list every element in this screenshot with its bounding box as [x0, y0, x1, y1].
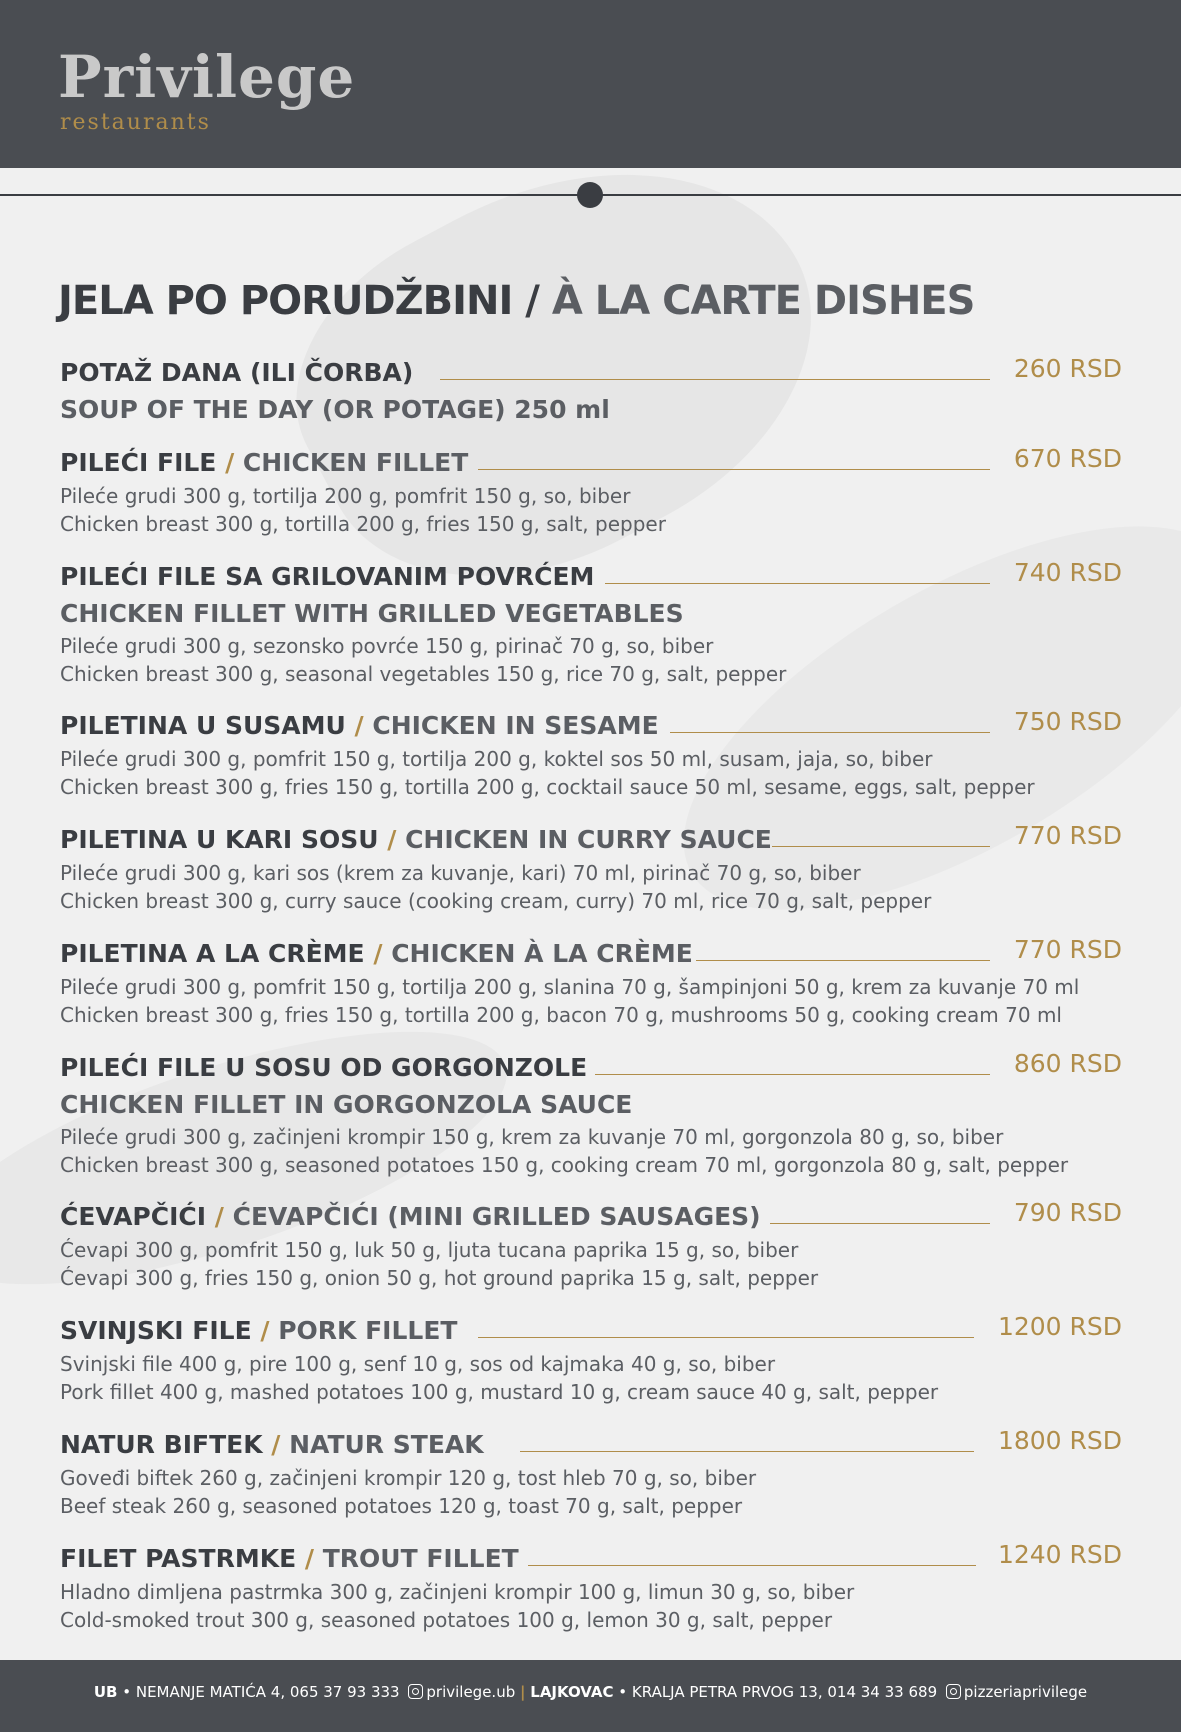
- menu-item: [60, 1200, 1122, 1292]
- item-desc-english: Pork fillet 400 g, mashed potatoes 100 g, mustard 10 g, cream sauce 40 g, salt, pepper: [60, 1380, 939, 1404]
- item-desc-local: Svinjski file 400 g, pire 100 g, senf 10 g, sos od kajmaka 40 g, so, biber: [60, 1352, 776, 1376]
- menu-item: [60, 937, 1122, 1029]
- item-price: 750 RSD: [1013, 707, 1122, 736]
- menu-item: [60, 446, 1122, 538]
- item-price: 1200 RSD: [997, 1312, 1122, 1341]
- item-desc-local: Pileće grudi 300 g, sezonsko povrće 150 g, pirinač 70 g, so, biber: [60, 634, 714, 658]
- item-desc-local: Pileće grudi 300 g, začinjeni krompir 150 g, krem za kuvanje 70 ml, gorgonzola 80 g, so, biber: [60, 1125, 1004, 1149]
- footer-separator: |: [520, 1683, 526, 1701]
- item-desc-english: Chicken breast 300 g, fries 150 g, tortilla 200 g, cocktail sauce 50 ml, sesame, eggs, salt, pepper: [60, 775, 1035, 799]
- menu-item: [60, 560, 1122, 688]
- item-price: 1800 RSD: [997, 1426, 1122, 1455]
- item-desc-english: Cold-smoked trout 300 g, seasoned potatoes 100 g, lemon 30 g, salt, pepper: [60, 1608, 833, 1632]
- item-subtitle: CHICKEN FILLET IN GORGONZOLA SAUCE: [60, 1090, 633, 1119]
- item-desc-local: Pileće grudi 300 g, tortilja 200 g, pomfrit 150 g, so, biber: [60, 484, 631, 508]
- instagram-link-ub[interactable]: privilege.ub: [426, 1683, 516, 1701]
- item-name: PILETINA U SUSAMU / CHICKEN IN SESAME: [60, 711, 659, 740]
- title-english: À LA CARTE DISHES: [551, 278, 975, 324]
- item-name: PILEĆI FILE SA GRILOVANIM POVRĆEM: [60, 562, 595, 591]
- page-title: [58, 278, 974, 324]
- brand-logo: Privilege: [58, 43, 356, 111]
- item-desc-local: Goveđi biftek 260 g, začinjeni krompir 120 g, tost hleb 70 g, so, biber: [60, 1466, 757, 1490]
- item-desc-local: Pileće grudi 300 g, pomfrit 150 g, tortilja 200 g, slanina 70 g, šampinjoni 50 g, krem za kuvanje 70 ml: [60, 975, 1080, 999]
- item-desc-english: Chicken breast 300 g, seasonal vegetables 150 g, rice 70 g, salt, pepper: [60, 662, 787, 686]
- item-name: SVINJSKI FILE / PORK FILLET: [60, 1316, 458, 1345]
- menu-item: [60, 1051, 1122, 1179]
- item-desc-english: Chicken breast 300 g, seasoned potatoes 150 g, cooking cream 70 ml, gorgonzola 80 g, salt, pepper: [60, 1153, 1069, 1177]
- footer-address-ub: • NEMANJE MATIĆA 4, 065 37 93 333: [117, 1683, 400, 1701]
- item-price: 1240 RSD: [997, 1540, 1122, 1569]
- item-desc-local: Pileće grudi 300 g, kari sos (krem za kuvanje, kari) 70 ml, pirinač 70 g, so, biber: [60, 861, 861, 885]
- instagram-icon: [946, 1684, 961, 1699]
- menu-item: [60, 1542, 1122, 1634]
- item-price: 770 RSD: [1013, 935, 1122, 964]
- item-desc-english: Chicken breast 300 g, fries 150 g, tortilla 200 g, bacon 70 g, mushrooms 50 g, cooking cream 70 ml: [60, 1003, 1062, 1027]
- menu-item: [60, 1314, 1122, 1406]
- item-desc-english: Chicken breast 300 g, curry sauce (cooking cream, curry) 70 ml, rice 70 g, salt, pepper: [60, 889, 932, 913]
- header-bar: [0, 0, 1181, 168]
- item-price: 740 RSD: [1013, 558, 1122, 587]
- item-name: NATUR BIFTEK / NATUR STEAK: [60, 1430, 484, 1459]
- item-name: ĆEVAPČIĆI / ĆEVAPČIĆI (MINI GRILLED SAUSAGES): [60, 1202, 761, 1231]
- item-desc-local: Ćevapi 300 g, pomfrit 150 g, luk 50 g, ljuta tucana paprika 15 g, so, biber: [60, 1238, 799, 1262]
- footer-city-ub: UB: [93, 1683, 118, 1701]
- item-price: 260 RSD: [1013, 354, 1122, 383]
- item-desc-english: Ćevapi 300 g, fries 150 g, onion 50 g, hot ground paprika 15 g, salt, pepper: [60, 1266, 819, 1290]
- footer-address-lajkovac: • KRALJA PETRA PRVOG 13, 014 34 33 689: [613, 1683, 938, 1701]
- item-desc-local: Pileće grudi 300 g, pomfrit 150 g, tortilja 200 g, koktel sos 50 ml, susam, jaja, so, biber: [60, 747, 933, 771]
- item-price: 860 RSD: [1013, 1049, 1122, 1078]
- item-name: PILEĆI FILE / CHICKEN FILLET: [60, 448, 469, 477]
- item-price: 670 RSD: [1013, 444, 1122, 473]
- item-name: PILETINA U KARI SOSU / CHICKEN IN CURRY SAUCE: [60, 825, 772, 854]
- menu-item: [60, 356, 1122, 428]
- item-subtitle: CHICKEN FILLET WITH GRILLED VEGETABLES: [60, 599, 684, 628]
- item-name: POTAŽ DANA (ILI ČORBA): [60, 358, 414, 387]
- menu-item: [60, 709, 1122, 801]
- footer-city-lajkovac: LAJKOVAC: [530, 1683, 614, 1701]
- menu-item: [60, 823, 1122, 915]
- item-subtitle: SOUP OF THE DAY (OR POTAGE) 250 ml: [60, 395, 610, 424]
- title-local: JELA PO PORUDŽBINI /: [58, 278, 552, 324]
- item-name: PILEĆI FILE U SOSU OD GORGONZOLE: [60, 1053, 588, 1082]
- item-price: 770 RSD: [1013, 821, 1122, 850]
- instagram-link-lajkovac[interactable]: pizzeriaprivilege: [963, 1683, 1088, 1701]
- item-price: 790 RSD: [1013, 1198, 1122, 1227]
- item-desc-local: Hladno dimljena pastrmka 300 g, začinjeni krompir 100 g, limun 30 g, so, biber: [60, 1580, 855, 1604]
- menu-item: [60, 1428, 1122, 1520]
- item-desc-english: Chicken breast 300 g, tortilla 200 g, fries 150 g, salt, pepper: [60, 512, 666, 536]
- item-name: FILET PASTRMKE / TROUT FILLET: [60, 1544, 519, 1573]
- instagram-icon: [408, 1684, 423, 1699]
- brand-tagline: restaurants: [60, 110, 211, 135]
- item-name: PILETINA A LA CRÈME / CHICKEN À LA CRÈME: [60, 939, 693, 968]
- item-desc-english: Beef steak 260 g, seasoned potatoes 120 g, toast 70 g, salt, pepper: [60, 1494, 743, 1518]
- divider-dot: [577, 182, 603, 208]
- footer-bar: [0, 1660, 1181, 1732]
